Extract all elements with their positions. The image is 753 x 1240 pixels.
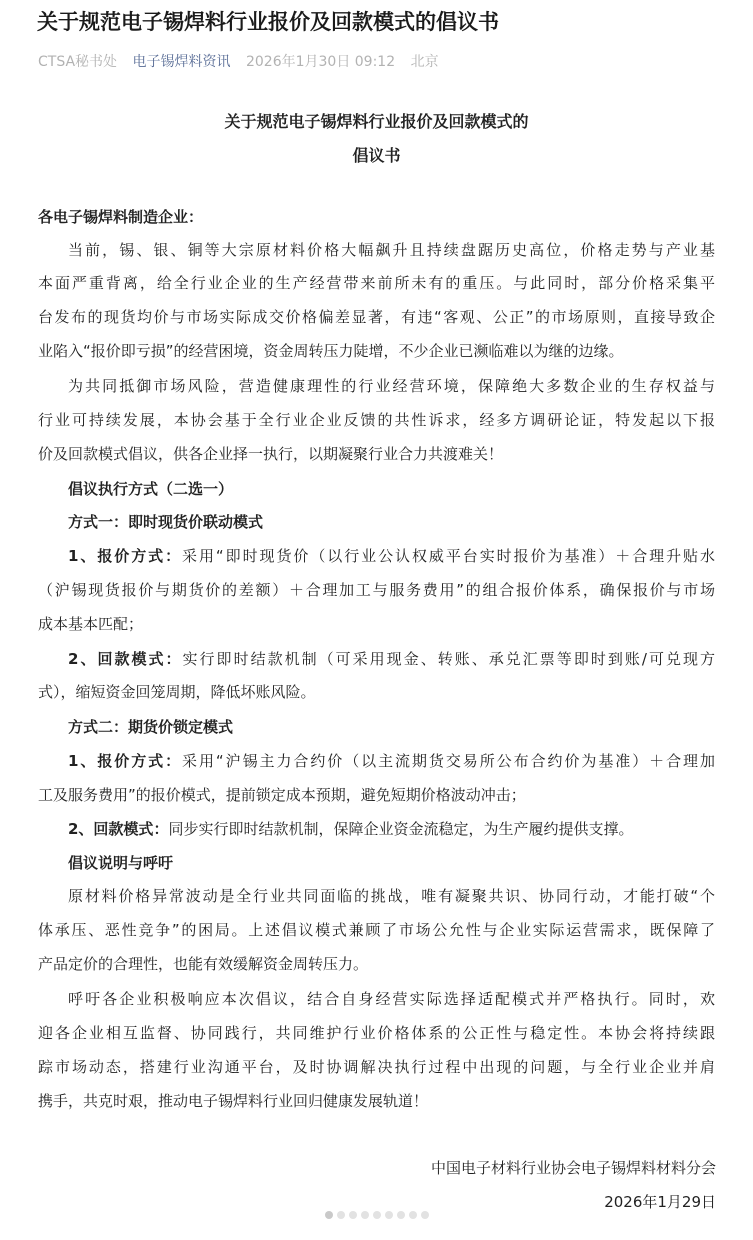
mode2-quote-line — [68, 750, 715, 772]
pager-dot[interactable] — [409, 1211, 417, 1219]
mode1-return-text: 实行即时结款机制（可采用现金、转账、承兑汇票等即时到账/可兑现方 — [182, 650, 715, 668]
article-title: 关于规范电子锡焊料行业报价及回款模式的倡议书 — [37, 10, 499, 34]
paragraph-line: 价及回款模式倡议，供各企业择一执行，以期凝聚行业合力共渡难关！ — [38, 445, 504, 463]
mode1-return-line — [68, 648, 715, 670]
mode1-quote-text: 采用“即时现货价（以行业公认权威平台实时报价为基准）＋合理升贴水 — [182, 547, 715, 565]
pager-dot[interactable] — [325, 1211, 333, 1219]
paragraph-line: 迎各企业相互监督、协同践行，共同维护行业价格体系的公正性与稳定性。本协会将持续跟 — [38, 1024, 715, 1042]
paragraph-line: 工及服务费用”的报价模式，提前锁定成本预期，避免短期价格波动冲击； — [38, 786, 526, 804]
paragraph-line: 原材料价格异常波动是全行业共同面临的挑战，唯有凝聚共识、协同行动，才能打破“个 — [68, 887, 715, 905]
paragraph-line: 当前，锡、银、铜等大宗原材料价格大幅飙升且持续盘踞历史高位，价格走势与产业基 — [68, 241, 715, 259]
pager-dot[interactable] — [349, 1211, 357, 1219]
paragraph-line: （沪锡现货报价与期货价的差额）＋合理加工与服务费用”的组合报价体系，确保报价与市场 — [38, 581, 715, 599]
pager-dot[interactable] — [373, 1211, 381, 1219]
pager-dot[interactable] — [361, 1211, 369, 1219]
meta-account-link[interactable]: 电子锡焊料资讯 — [132, 54, 231, 70]
mode2-return-label: 2、回款模式： — [68, 820, 169, 838]
article-meta — [38, 51, 450, 73]
meta-datetime: 2026年1月30日 09:12 — [245, 54, 396, 70]
section-heading-call: 倡议说明与呼吁 — [68, 854, 174, 872]
paragraph-line: 携手，共克时艰，推动电子锡焊料行业回归健康发展轨道！ — [38, 1092, 429, 1110]
meta-author: CTSA秘书处 — [38, 54, 118, 70]
pager-dot[interactable] — [385, 1211, 393, 1219]
signature-org: 中国电子材料行业协会电子锡焊料材料分会 — [430, 1159, 716, 1177]
mode1-quote-line — [68, 545, 715, 567]
mode2-quote-text: 采用“沪锡主力合约价（以主流期货交易所公布合约价为基准）＋合理加 — [182, 752, 715, 770]
paragraph-line: 业陷入“报价即亏损”的经营困境，资金周转压力陡增，不少企业已濒临难以为继的边缘。 — [38, 342, 624, 360]
paragraph-line: 本面严重背离，给全行业企业的生产经营带来前所未有的重压。与此同时，部分价格采集平 — [38, 274, 715, 292]
pager-dot[interactable] — [421, 1211, 429, 1219]
paragraph-line: 踪市场动态，搭建行业沟通平台，及时协调解决执行过程中出现的问题，与全行业企业并肩 — [38, 1058, 715, 1076]
meta-location: 北京 — [410, 54, 439, 70]
pager-dot[interactable] — [397, 1211, 405, 1219]
paragraph-line: 体承压、恶性竞争”的困局。上述倡议模式兼顾了市场公允性与企业实际运营需求，既保障了 — [38, 921, 715, 939]
paragraph-line: 为共同抵御市场风险，营造健康理性的行业经营环境，保障绝大多数企业的生存权益与 — [68, 377, 715, 395]
paragraph-line: 产品定价的合理性，也能有效缓解资金周转压力。 — [38, 955, 369, 973]
paragraph-line: 成本基本匹配； — [38, 615, 144, 633]
paragraph-line: 呼吁各企业积极响应本次倡议，结合自身经营实际选择适配模式并严格执行。同时，欢 — [68, 990, 715, 1008]
image-pager-dots[interactable] — [0, 1211, 753, 1219]
section-heading-mode2: 方式二：期货价锁定模式 — [68, 718, 234, 736]
paragraph-line: 式），缩短资金回笼周期，降低坏账风险。 — [38, 683, 316, 701]
salutation: 各电子锡焊料制造企业： — [38, 208, 204, 226]
signature-date: 2026年1月29日 — [604, 1193, 716, 1211]
mode2-return-line — [68, 818, 715, 840]
mode2-return-text: 同步实行即时结款机制，保障企业资金流稳定，为生产履约提供支撑。 — [168, 820, 634, 838]
mode1-quote-label: 1、报价方式： — [68, 547, 183, 565]
mode1-return-label: 2、回款模式： — [68, 650, 183, 668]
pager-dot[interactable] — [337, 1211, 345, 1219]
paragraph-line: 台发布的现货均价与市场实际成交价格偏差显著，有违“客观、公正”的市场原则，直接导致企 — [38, 308, 715, 326]
section-heading-exec: 倡议执行方式（二选一） — [68, 480, 234, 498]
mode2-quote-label: 1、报价方式： — [68, 752, 183, 770]
section-heading-mode1: 方式一：即时现货价联动模式 — [68, 513, 264, 531]
document-heading-line2: 倡议书 — [352, 146, 401, 165]
document-heading-line1: 关于规范电子锡焊料行业报价及回款模式的 — [224, 112, 529, 131]
paragraph-line: 行业可持续发展，本协会基于全行业企业反馈的共性诉求，经多方调研论证，特发起以下报 — [38, 411, 715, 429]
